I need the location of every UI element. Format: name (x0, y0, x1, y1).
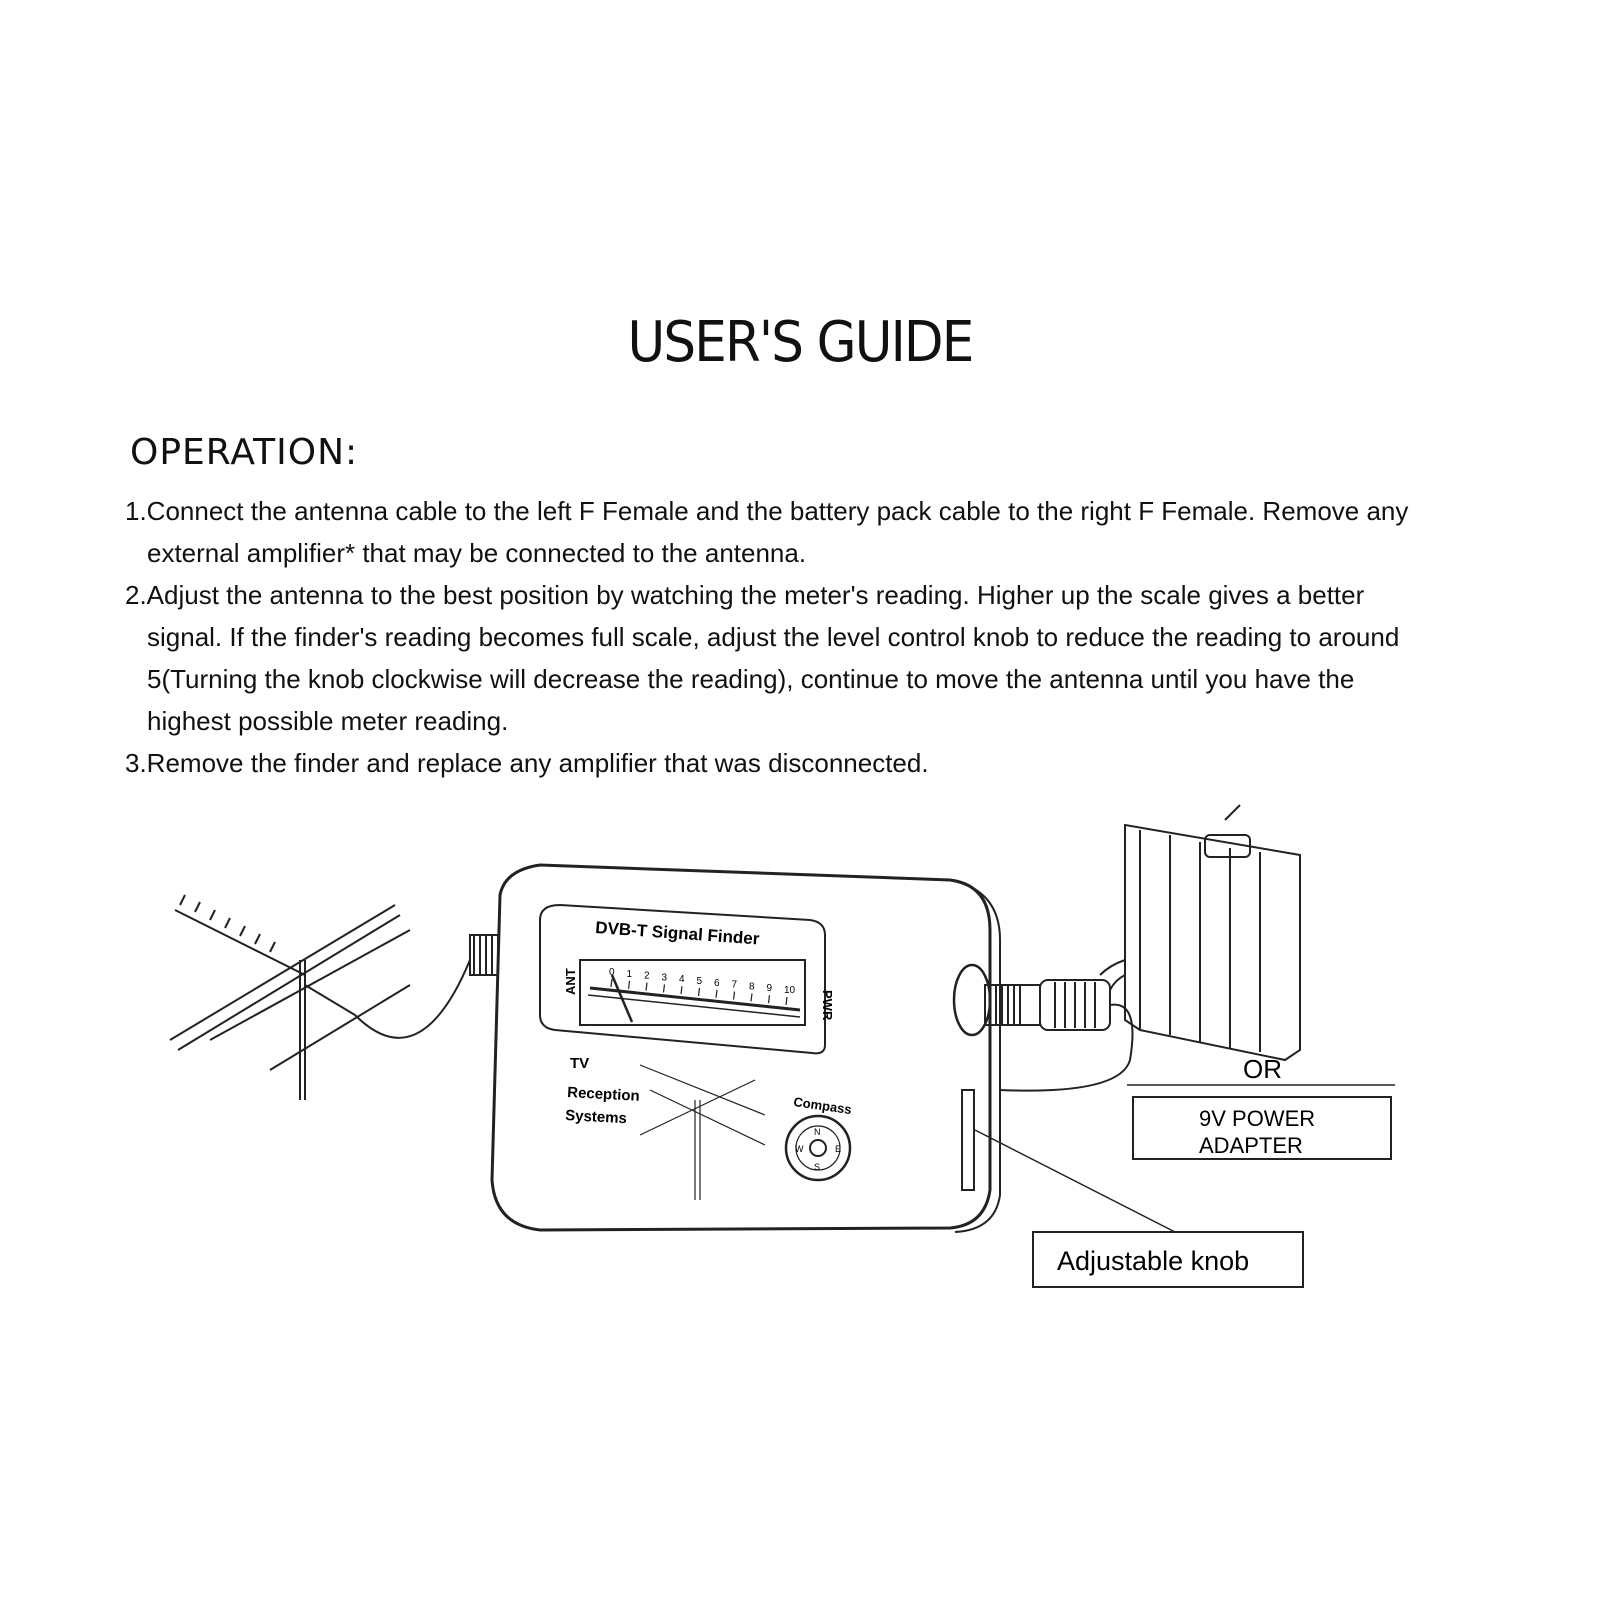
scale-number: 4 (679, 974, 685, 986)
or-label: OR (1243, 1054, 1282, 1084)
scale-tick (716, 990, 717, 998)
compass-n: N (814, 1127, 821, 1137)
compass-e: E (835, 1144, 842, 1154)
compass-label: Compass (792, 1094, 853, 1118)
scale-tick (646, 983, 647, 991)
scale-tick (629, 981, 630, 989)
scale-number: 8 (749, 981, 755, 993)
section-heading: OPERATION: (130, 432, 359, 473)
scale-number: 2 (644, 970, 650, 982)
scale-number: 0 (609, 967, 615, 978)
scale-tick (664, 984, 665, 992)
knob-label: Adjustable knob (1057, 1246, 1250, 1276)
scale-number: 1 (626, 968, 633, 980)
tv-line-2: Reception (566, 1084, 641, 1105)
scale-number: 7 (731, 979, 738, 991)
antenna-icon (170, 895, 470, 1100)
step-3: 3.Remove the finder and replace any amplifier that was disconnected. (125, 748, 929, 778)
tv-line-1: TV (570, 1055, 590, 1072)
device-name: DVB-T Signal Finder (594, 918, 760, 949)
scale-number: 10 (784, 985, 796, 996)
right-f-connector-icon (954, 965, 1133, 1091)
step-1: 1.Connect the antenna cable to the left F Female and the battery pack cable to the right F Female. Remove any external amplifier* that may be connected to the antenna. (125, 496, 1409, 568)
tv-line-3: Systems (564, 1107, 628, 1128)
ant-label: ANT (563, 968, 578, 995)
knob-icon (962, 1090, 974, 1190)
scale-tick (769, 995, 770, 1003)
scale-tick (699, 988, 700, 996)
scale-number: 5 (696, 976, 703, 987)
battery-pack-icon (1100, 805, 1300, 1060)
scale-tick (734, 992, 735, 1000)
scale-tick (786, 997, 787, 1005)
compass-w: W (795, 1144, 804, 1154)
left-f-connector-icon (470, 935, 498, 975)
step-2: 2.Adjust the antenna to the best position by watching the meter's reading. Higher up the scale gives a better signal. If the finder's reading becomes full scale, adjust the level control knob to reduce the reading to around 5(Turning the knob clockwise will decrease the reading), continue to move the antenna until you have the highest possible meter reading. (125, 580, 1400, 736)
scale-tick (751, 993, 752, 1001)
scale-number: 6 (714, 977, 720, 989)
adapter-label-line1: 9V POWER (1199, 1106, 1316, 1131)
page-title: USER'S GUIDE (627, 310, 973, 375)
pwr-label: PWR (820, 990, 835, 1021)
scale-number: 9 (766, 983, 773, 995)
scale-tick (681, 986, 682, 994)
scale-number: 3 (661, 972, 668, 984)
compass-s: S (814, 1162, 821, 1172)
scale-tick (611, 979, 612, 987)
adapter-label-line2: ADAPTER (1199, 1133, 1303, 1158)
mini-antenna-icon (640, 1065, 765, 1200)
